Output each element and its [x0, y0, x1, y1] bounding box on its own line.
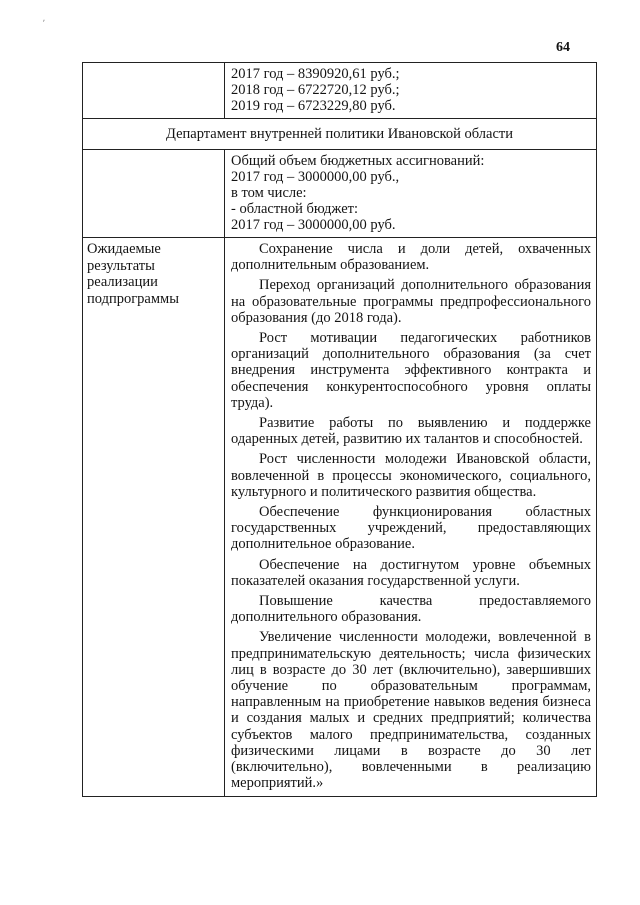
funding-line-2018: 2018 год – 6722720,12 руб.;	[231, 82, 400, 98]
funding-line-2019: 2019 год – 6723229,80 руб.	[231, 98, 396, 114]
result-paragraph: Обеспечение функционирования областных государственных учреждений, предоставляющих дополнительное образование.	[231, 504, 591, 553]
budget-cell	[225, 150, 596, 237]
budget-row	[83, 149, 596, 237]
corner-mark: ʹ	[43, 18, 45, 28]
result-paragraph: Сохранение числа и доли детей, охваченных дополнительным образованием.	[231, 241, 591, 274]
result-paragraph: Рост мотивации педагогических работников организаций дополнительного образования (за счет внедрения инструмента эффективного контракта и обеспечения конкурентоспособного уровня оплаты труда).	[231, 330, 591, 411]
budget-line-including: в том числе:	[231, 185, 307, 201]
page-number: 64	[556, 40, 570, 55]
result-paragraph: Увеличение численности молодежи, вовлеченной в предпринимательскую деятельность; числа физических лиц в возрасте до 30 лет (включительно), завершивших обучение по образовательным программам, направленным на приобретение навыков ведения бизнеса и создания малых и средних предприятий; количества субъектов малого предпринимательства, созданных физическими лицами в возрасте до 30 лет (включительно), вовлеченными в реализацию мероприятий.»	[231, 629, 591, 792]
passport-table	[82, 62, 597, 797]
department-row	[83, 118, 596, 149]
result-paragraph: Развитие работы по выявлению и поддержке одаренных детей, развитию их талантов и способностей.	[231, 415, 591, 448]
results-label: Ожидаемые результаты реализации подпрограммы	[83, 238, 225, 796]
funding-line-2017: 2017 год – 8390920,61 руб.;	[231, 66, 400, 82]
budget-line-regional: - областной бюджет:	[231, 201, 359, 217]
results-cell	[225, 238, 596, 796]
funding-tail-row	[83, 63, 596, 118]
results-row	[83, 237, 596, 796]
department-header: Департамент внутренней политики Ивановской области	[166, 126, 513, 142]
result-paragraph: Повышение качества предоставляемого дополнительного образования.	[231, 593, 591, 626]
budget-line-total: Общий объем бюджетных ассигнований:	[231, 153, 485, 169]
budget-line-regional-2017: 2017 год – 3000000,00 руб.	[231, 217, 396, 233]
budget-line-2017: 2017 год – 3000000,00 руб.,	[231, 169, 400, 185]
funding-tail-cell	[225, 63, 596, 118]
budget-label-cell	[83, 150, 225, 237]
funding-tail-label-cell	[83, 63, 225, 118]
result-paragraph: Переход организаций дополнительного образования на образовательные программы предпрофессионального образования (до 2018 года).	[231, 277, 591, 326]
result-paragraph: Обеспечение на достигнутом уровне объемных показателей оказания государственной услуги.	[231, 556, 591, 589]
result-paragraph: Рост численности молодежи Ивановской области, вовлеченной в процессы экономического, социального, культурного и политического развития общества.	[231, 451, 591, 500]
